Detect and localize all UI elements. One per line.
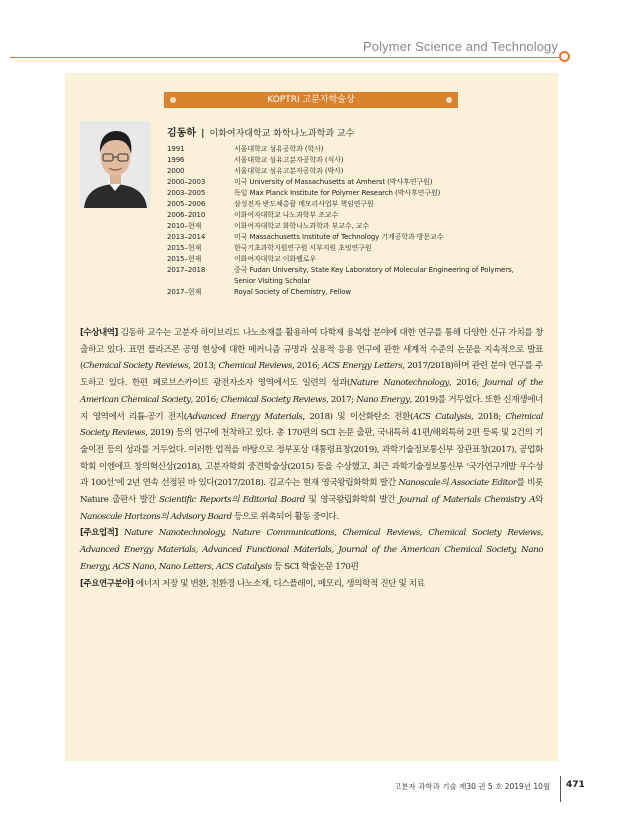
career-description: 미국 University of Massachusetts at Amherst (박사후연구원) bbox=[234, 178, 433, 186]
header-rule bbox=[10, 57, 559, 58]
banner-label: KOPTRI 고분자학술상 bbox=[267, 95, 355, 105]
research-paragraph bbox=[80, 576, 543, 593]
career-description: 서울대학교 섬유고분자공학과 (박사) bbox=[234, 167, 344, 175]
career-description: 미국 Massachusetts Institute of Technology 기계공학과 방문교수 bbox=[234, 233, 444, 241]
achievements-text: , 2018) 및 이산화탄소 전환( bbox=[302, 411, 413, 422]
research-label: [주요연구분야] bbox=[80, 578, 134, 589]
career-row bbox=[167, 144, 514, 155]
banner-dot-left bbox=[170, 97, 176, 103]
career-description: Senior Visiting Scholar bbox=[234, 277, 311, 285]
career-description: 서울대학교 섬유공학과 (학사) bbox=[234, 145, 324, 153]
career-description: 한국기초과학지원연구원 서부지원 초빙연구원 bbox=[234, 244, 372, 252]
career-row bbox=[167, 177, 514, 188]
profile-heading bbox=[167, 124, 354, 139]
works-label: [주요업적] bbox=[80, 528, 118, 539]
career-row bbox=[167, 276, 514, 287]
works-journals: Nature Nanotechnology, Nature Communications, Chemical Reviews, Chemical Society Reviews, Advanced Energy Materials, Advanced Functional Materials, Journal of the American Chemical Society, Nano Energy, ACS Nano, Nano Letters, ACS Catalysis bbox=[80, 528, 543, 572]
achievements-text: 와 bbox=[535, 495, 543, 506]
career-description: 이화여자대학교 화학나노과학과 부교수, 교수 bbox=[234, 222, 370, 230]
career-row bbox=[167, 265, 514, 276]
portrait-photo bbox=[80, 121, 151, 208]
journal-ref: Chemical Society Reviews bbox=[220, 394, 326, 405]
section-banner bbox=[164, 92, 458, 108]
portrait-illustration bbox=[80, 121, 151, 208]
career-description: 이화여자대학교 이화펠로우 bbox=[234, 255, 317, 263]
career-row bbox=[167, 232, 514, 243]
profile-affiliation: 이화여자대학교 화학나노과학과 교수 bbox=[209, 129, 355, 139]
career-year: 2013–2014 bbox=[167, 233, 206, 241]
achievements-text: 등으로 위촉되어 활동 중이다. bbox=[231, 511, 339, 522]
career-description: 삼성전자 반도체총괄 메모리사업부 책임연구원 bbox=[234, 200, 374, 208]
journal-ref: Nature Nanotechnology bbox=[349, 378, 449, 389]
journal-ref: Journal of Materials Chemistry A bbox=[398, 495, 536, 506]
body-text bbox=[80, 325, 543, 592]
career-year: 2015–현재 bbox=[167, 255, 202, 263]
career-row bbox=[167, 188, 514, 199]
journal-ref: Advanced Energy Materials bbox=[186, 411, 303, 422]
achievements-text: 및 영국왕립화학회 발간 bbox=[304, 495, 399, 506]
journal-ref: ACS Energy Letters bbox=[322, 361, 403, 372]
career-row bbox=[167, 287, 514, 298]
career-description: 독일 Max Planck Institute for Polymer Research (박사후연구원) bbox=[234, 189, 441, 197]
achievements-text: , 2018; bbox=[470, 411, 506, 422]
career-description: Royal Society of Chemistry, Fellow bbox=[234, 288, 352, 296]
career-year: 1996 bbox=[167, 156, 185, 164]
career-year: 2000–2003 bbox=[167, 178, 206, 186]
achievements-text: , 2016; bbox=[190, 394, 221, 405]
career-year: 2000 bbox=[167, 167, 185, 175]
achievements-text: , 2019)를 거두었다. 또한 신재생에너지 영역에서 리튬-공기 전지( bbox=[80, 394, 543, 422]
journal-ref: ACS Catalysis bbox=[413, 411, 471, 422]
career-year: 2006–2010 bbox=[167, 211, 206, 219]
career-year: 2017–2018 bbox=[167, 266, 206, 274]
journal-title: Polymer Science and Technology bbox=[363, 39, 558, 54]
career-year: 2005–2006 bbox=[167, 200, 206, 208]
career-year: 2015–현재 bbox=[167, 244, 202, 252]
name-separator: | bbox=[197, 129, 208, 139]
career-row bbox=[167, 221, 514, 232]
career-year: 2010–현재 bbox=[167, 222, 202, 230]
journal-ref: Scientific Reports의 Editorial Board bbox=[159, 495, 305, 506]
works-suffix: 등 SCI 학술논문 170편 bbox=[271, 561, 359, 572]
achievements-text: , 2013; bbox=[188, 361, 219, 372]
achievements-text: , 2017; bbox=[326, 394, 357, 405]
career-row bbox=[167, 254, 514, 265]
achievements-text: , 2016; bbox=[448, 378, 484, 389]
career-row bbox=[167, 155, 514, 166]
journal-ref: Chemical Society Reviews bbox=[82, 361, 189, 372]
journal-ref: Chemical Society Reviews bbox=[80, 411, 543, 439]
footer-citation: 고분자 과학과 기술 제30 권 5 호 2019년 10월 bbox=[394, 782, 551, 791]
career-row bbox=[167, 243, 514, 254]
achievements-text: , 2016; bbox=[291, 361, 323, 372]
journal-ref: Nanoscale의 Associate Editor bbox=[398, 478, 517, 489]
page-number: 471 bbox=[566, 780, 585, 790]
career-row bbox=[167, 199, 514, 210]
achievements-text: 김동하 교수는 고분자 하이브리드 나노소재를 활용하여 다학제 융복합 분야에 대한 연구를 통해 다양한 신규 가치를 창출하고 있다. 표면 플라즈몬 공명 현상에 대한 메커니즘 규명과 실용적 응용 연구에 관한 세계적 수준의 논문을 지속적으로 발표( bbox=[80, 328, 543, 372]
career-year: 2003–2005 bbox=[167, 189, 206, 197]
journal-ref: Nano Energy bbox=[356, 394, 410, 405]
journal-ref: Chemical Reviews bbox=[218, 361, 292, 372]
career-row bbox=[167, 210, 514, 221]
research-text: 에너지 저장 및 변환, 친환경 나노소재, 디스플레이, 메모리, 생의학적 진단 및 치료 bbox=[133, 578, 425, 589]
journal-ref: Nanoscale Horizons의 Advisory Board bbox=[80, 511, 232, 522]
profile-name: 김동하 bbox=[167, 128, 196, 139]
career-year: 1991 bbox=[167, 145, 185, 153]
career-year: 2017–현재 bbox=[167, 288, 202, 296]
works-paragraph bbox=[80, 525, 543, 575]
journal-ref: Journal of the American Chemical Society bbox=[80, 378, 543, 405]
banner-dot-right bbox=[446, 97, 452, 103]
career-description: 이화여자대학교 나노과학부 조교수 bbox=[234, 211, 339, 219]
achievements-text: 를 비롯 Nature 출판사 발간 bbox=[80, 478, 543, 506]
career-description: 서울대학교 섬유고분자공학과 (석사) bbox=[234, 156, 344, 164]
achievements-paragraph bbox=[80, 325, 543, 525]
footer-rule bbox=[560, 776, 561, 802]
career-list bbox=[167, 144, 514, 298]
career-description: 중국 Fudan University, State Key Laboratory of Molecular Engineering of Polymers, bbox=[234, 266, 514, 274]
achievements-text: , 2019) 등의 연구에 천착하고 있다. 총 170편의 SCI 논문 출판, 국내특허 41편/해외특허 2편 등록 및 2건의 기술이전 등의 성과를 거두었다. 이러한 업적을 바탕으로 정부포상 대통령표창(2019), 과학기술정보통신부 장관표창(2017), 공업화학회 이엔에프 창의혁신상(2018), 고분자학회 중견학술상(2015) 등을 수상했고, 최근 과학기술정보통신부 ‘국가연구개발 우수성과 100선’에 2년 연속 선정된 바 있다(2017/2018). 김교수는 현재 영국왕립화학회 발간 bbox=[80, 428, 543, 489]
achievements-label: [수상내역] bbox=[80, 328, 118, 338]
header-ring-ornament bbox=[559, 51, 570, 62]
achievements-text: , 2017/2018)하며 관련 분야 연구를 주도하고 있다. 한편 페로브스카이트 광전자소자 영역에서도 일련의 성과( bbox=[80, 361, 543, 389]
career-row bbox=[167, 166, 514, 177]
